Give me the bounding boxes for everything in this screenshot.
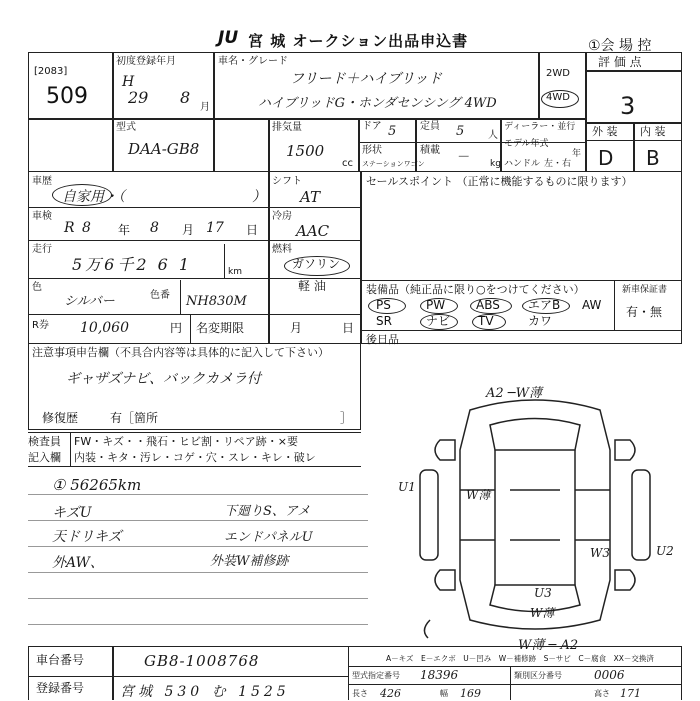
handle-value: 左・右	[544, 159, 572, 169]
car-name-line1: フリード＋ハイブリッド	[290, 71, 442, 87]
note-right-3: 外装W補修跡	[210, 554, 289, 569]
sales-point-label: セールスポイント （正常に機能するものに限ります）	[366, 175, 633, 188]
usage-close: ）	[252, 189, 266, 205]
inspection-month: 8	[150, 220, 159, 236]
color-code-label: 色番	[150, 290, 170, 301]
first-registration-month: 8	[180, 88, 191, 107]
equip-airbag: エアB	[528, 298, 561, 312]
recycle-value: 10,060	[80, 320, 129, 336]
inspection-day: 17	[206, 220, 224, 236]
capacity-label: 定員	[420, 121, 440, 132]
fuel-selected: ガソリン	[292, 257, 341, 271]
color-label: 色	[32, 282, 42, 293]
ac-value: AAC	[296, 222, 330, 240]
first-registration-era: H	[122, 74, 135, 90]
load-label: 積載	[420, 145, 440, 156]
equip-sr: SR	[376, 314, 392, 328]
mileage-label: 走行	[32, 244, 52, 255]
equipment-row1	[366, 298, 612, 314]
inspection-era: R	[64, 220, 75, 236]
fuel-label: 燃料	[272, 244, 292, 255]
legend-row1: FW・キズ・・飛石・ヒビ割・リペア跡・×要	[74, 435, 298, 448]
name-change-label: 名変期限	[196, 321, 245, 335]
diagram-a2-bottom: W薄 ─ A2	[518, 638, 579, 653]
lot-number: 509	[46, 84, 88, 109]
model-label: 型式	[116, 122, 136, 133]
diagram-w3: W3	[590, 546, 610, 560]
equip-leather: カワ	[528, 314, 553, 328]
inspector-notes	[28, 470, 368, 640]
equip-pw: PW	[426, 298, 446, 312]
inspection-year-unit: 年	[118, 223, 131, 237]
body-shape-sub: ステーションワゴン	[362, 160, 425, 168]
name-change-month: 月	[290, 321, 303, 335]
header	[0, 0, 700, 52]
usage-label: 車歴	[32, 176, 52, 187]
note-left-2: キズU	[52, 505, 92, 521]
repair-history-label: 修復歴	[42, 411, 79, 425]
color-value: シルバー	[64, 294, 115, 309]
org-code: [2083]	[34, 66, 68, 77]
first-registration-year: 29	[128, 88, 149, 107]
diagram-u2: U2	[656, 544, 674, 558]
shift-value: AT	[300, 188, 321, 206]
registration-value: 宮城 530 む 1525	[120, 684, 290, 700]
displacement-label: 排気量	[272, 122, 302, 133]
first-registration-label: 初度登録年月	[116, 56, 176, 67]
body-shape-label: 形状	[362, 145, 382, 156]
recycle-label: R券	[32, 320, 49, 331]
name-change-day: 日	[342, 321, 355, 335]
legend-row2: 内装・キタ・汚レ・コゲ・穴・スレ・キレ・破レ	[74, 451, 316, 464]
rear-seat-label: 後日品	[366, 333, 399, 346]
model-year-label: モデル年式	[504, 139, 549, 149]
form-title: 宮 城 オークション出品申込書	[248, 32, 469, 50]
height-label: 高さ	[594, 689, 610, 698]
doors-value: 5	[388, 124, 397, 139]
chassis-label: 車台番号	[36, 653, 85, 667]
class-spec-value: 0006	[594, 668, 625, 682]
car-name-line2: ハイブリッドG・ホンダセンシング 4WD	[258, 96, 497, 111]
diagram-u1: U1	[398, 480, 416, 494]
recycle-unit: 円	[170, 321, 183, 335]
interior-value: B	[646, 146, 660, 170]
drive-2wd: 2WD	[546, 68, 570, 79]
load-value: －	[456, 150, 470, 165]
notes-value: ギャザズナビ、バックカメラ付	[66, 371, 262, 387]
length-label: 長さ	[352, 689, 368, 698]
doors-label: ドア	[362, 121, 382, 132]
note-left-1: ① 56265km	[52, 476, 142, 494]
shift-label: シフト	[272, 176, 302, 187]
load-unit: kg	[490, 159, 501, 169]
model-year-unit: 年	[572, 149, 582, 159]
rating-value: 3	[620, 92, 636, 120]
height-value: 171	[620, 687, 641, 700]
entry-label: 記入欄	[28, 451, 61, 464]
color-code: NH830M	[186, 294, 247, 309]
capacity-unit: 人	[488, 130, 498, 141]
equip-navi: ナビ	[426, 314, 451, 328]
mileage-value: 5万6千2 6 1	[72, 255, 193, 274]
width-value: 169	[460, 687, 481, 700]
fuel-other: 軽 油	[298, 279, 326, 293]
exterior-value: D	[598, 146, 614, 170]
repair-history-value: 有［箇所	[110, 411, 159, 425]
km-unit: km	[228, 267, 242, 277]
bottom-legend: A－キズ E－エクボ U－凹み W－補修跡 S－サビ C－腐食 XX－交換済	[386, 654, 654, 663]
diagram-u3: U3	[534, 586, 552, 600]
class-spec-label: 類別区分番号	[514, 671, 562, 680]
notes-label: 注意事項申告欄（不具合内容等は具体的に記入して下さい）	[32, 346, 329, 359]
diagram-a2-top: A2 ─W薄	[486, 386, 542, 401]
note-left-4: 外AW、	[52, 555, 104, 571]
type-spec-value: 18396	[420, 668, 459, 682]
inspection-label: 車検	[32, 211, 52, 222]
displacement-value: 1500	[286, 142, 325, 160]
inspection-day-unit: 日	[246, 223, 259, 237]
width-label: 幅	[440, 689, 448, 698]
inspector-label: 検査員	[28, 435, 61, 448]
drive-4wd: 4WD	[546, 92, 570, 103]
chassis-value: GB8-1008768	[144, 652, 260, 670]
length-value: 426	[380, 687, 401, 700]
interior-label: 内 装	[640, 125, 666, 138]
note-right-1: 下廻りS、アメ	[224, 504, 311, 519]
equip-abs: ABS	[476, 298, 500, 312]
note-right-2: エンドパネルU	[224, 530, 313, 545]
car-name-label: 車名・グレード	[218, 56, 288, 67]
repair-history-close: ］	[340, 411, 353, 425]
ac-label: 冷房	[272, 211, 292, 222]
warranty-label: 新車保証書	[622, 285, 668, 295]
equip-tv: TV	[478, 314, 494, 328]
usage-value: 自家用・（	[62, 189, 125, 205]
ju-logo: JU	[218, 28, 239, 48]
equip-ps: PS	[376, 298, 391, 312]
type-spec-label: 型式指定番号	[352, 671, 400, 680]
note-left-3: 天ドリキズ	[52, 529, 122, 545]
month-unit: 月	[200, 102, 210, 113]
handle-label: ハンドル	[504, 159, 541, 169]
inspection-month-unit: 月	[182, 223, 195, 237]
model-value: DAA-GB8	[128, 140, 200, 158]
equipment-label: 装備品（純正品に限り○をつけてください）	[366, 283, 585, 296]
diagram-w-left: W薄	[466, 488, 491, 502]
equipment-row2	[366, 314, 612, 330]
diagram-w-rear: W薄	[530, 606, 555, 620]
warranty-value: 有・無	[626, 305, 663, 319]
rating-label: 評 価 点	[598, 55, 642, 69]
equip-aw: AW	[582, 298, 602, 312]
venue-copy-label: ①会 場 控	[588, 38, 652, 54]
registration-label: 登録番号	[36, 681, 85, 695]
exterior-label: 外 装	[592, 125, 618, 138]
inspection-year: 8	[82, 220, 91, 236]
dealer-label: ディーラー・並行	[504, 122, 576, 132]
capacity-value: 5	[456, 124, 465, 139]
cc-unit: cc	[342, 158, 353, 169]
